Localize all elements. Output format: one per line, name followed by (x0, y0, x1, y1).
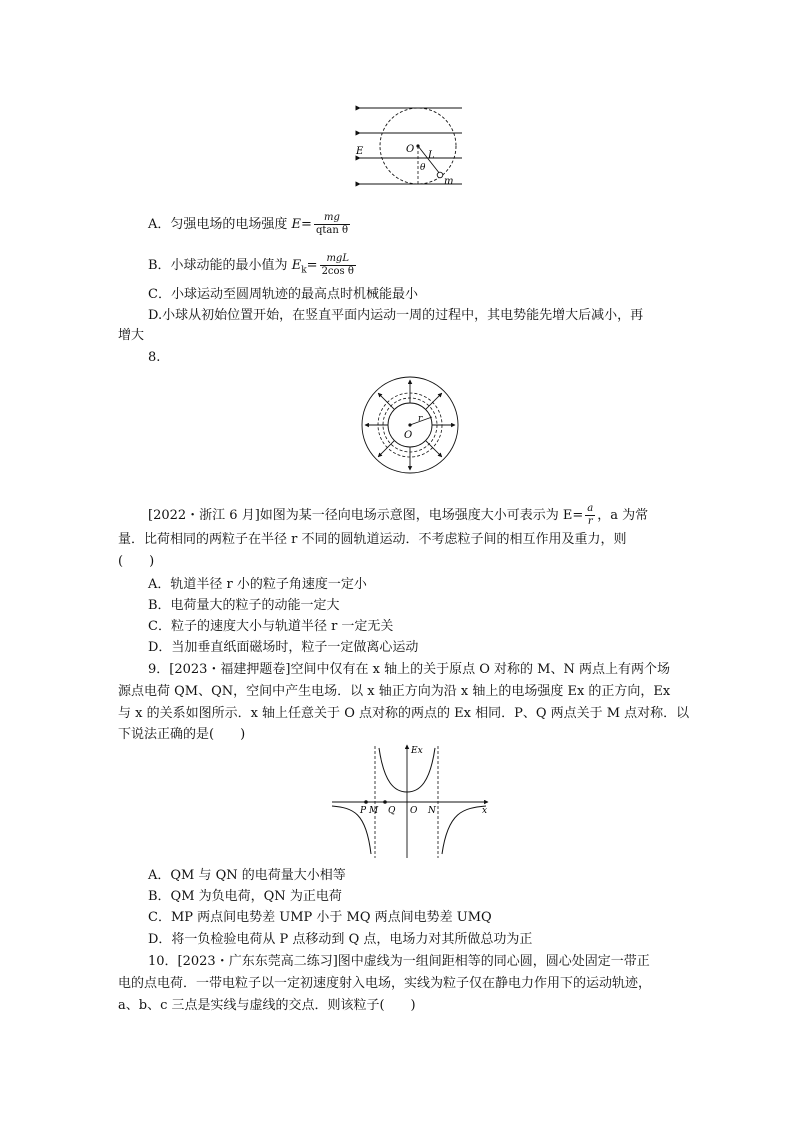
q9-stem-line1: 9．[2023・福建押题卷]空间中仅有在 x 轴上的关于原点 O 对称的 M、N 两点上有两个场 (148, 662, 670, 677)
label-O: O (406, 144, 415, 155)
q8-option-d: D．当加垂直纸面磁场时，粒子一定做离心运动 (148, 640, 419, 655)
label-O: O (410, 806, 418, 816)
label-Ex: Ex (411, 746, 423, 756)
label-O: O (404, 430, 413, 441)
q8-stem-line3: ( ) (118, 554, 155, 569)
label-M: M (369, 806, 379, 816)
q8-option-c: C．粒子的速度大小与轨道半径 r 一定无关 (148, 619, 394, 634)
center-point (408, 423, 411, 426)
label-E: E (356, 146, 364, 157)
q9-ex-graph (328, 742, 494, 860)
q8-option-a: A．轨道半径 r 小的粒子角速度一定小 (148, 577, 367, 592)
q9-stem-line2: 源点电荷 QM、QN，空间中产生电场．以 x 轴正方向为沿 x 轴上的电场强度 Ex 的正方向，Ex (118, 684, 671, 699)
q9-stem-line3: 与 x 的关系如图所示．x 轴上任意关于 O 点对称的两点的 Ex 相同．P、Q 两点关于 M 点对称．以 (118, 706, 690, 721)
point-P (364, 800, 368, 804)
pivot-point (416, 144, 419, 147)
q10-stem-line1: 10．[2023・广东东莞高二练习]图中虚线为一组间距相等的同心圆，圆心处固定一带正 (148, 954, 650, 969)
q8-number: 8. (148, 350, 161, 365)
q8-stem-line2: 量．比荷相同的两粒子在半径 r 不同的圆轨道运动．不考虑粒子间的相互作用及重力，则 (118, 532, 627, 547)
q7-option-c: C．小球运动至圆周轨迹的最高点时机械能最小 (148, 287, 418, 302)
q9-option-b: B．QM 为负电荷，QN 为正电荷 (148, 889, 342, 904)
label-r: r (418, 414, 423, 424)
q9-option-c: C．MP 两点间电势差 UMP 小于 MQ 两点间电势差 UMQ (148, 910, 492, 925)
q10-stem-line2: 电的点电荷．一带电粒子以一定初速度射入电场，实线为粒子仅在静电力作用下的运动轨迹， (118, 976, 652, 991)
q8-option-b: B．电荷量大的粒子的动能一定大 (148, 598, 340, 613)
label-L: L (428, 150, 435, 161)
point-Q (383, 800, 387, 804)
q7-field-figure (350, 100, 470, 192)
label-theta: θ (420, 163, 426, 173)
q9-option-a: A．QM 与 QN 的电荷量大小相等 (148, 868, 346, 883)
q7-option-d-line1: D.小球从初始位置开始，在竖直平面内运动一周的过程中，其电势能先增大后减小，再 (148, 308, 644, 323)
q7-option-b: B．小球动能的最小值为 $E_k=$ $\frac{\text{mgL}}{\text{2cos θ}}$ (148, 253, 354, 277)
q8-radial-field-figure (360, 375, 460, 475)
q7-option-a: A．匀强电场的电场强度 E= $\frac{mg}{\text{qtan θ}}$ (148, 212, 348, 236)
label-P: P (360, 806, 367, 816)
label-x: x (482, 806, 488, 816)
ball (437, 172, 443, 178)
ex-curves (332, 748, 486, 854)
label-m: m (444, 176, 454, 187)
q8-stem-line1: [2022・浙江 6 月]如图为某一径向电场示意图，电场强度大小可表示为 E= $\frac{a}{r}$ ，a 为常 (148, 503, 649, 527)
q9-option-d: D．将一负检验电荷从 P 点移动到 Q 点，电场力对其所做总功为正 (148, 932, 533, 947)
label-Q: Q (388, 806, 396, 816)
q7-option-d-line2: 增大 (118, 328, 145, 343)
label-N: N (428, 806, 436, 816)
q10-stem-line3: a、b、c 三点是实线与虚线的交点．则该粒子( ) (118, 998, 416, 1013)
q9-stem-line4: 下说法正确的是( ) (118, 727, 246, 742)
